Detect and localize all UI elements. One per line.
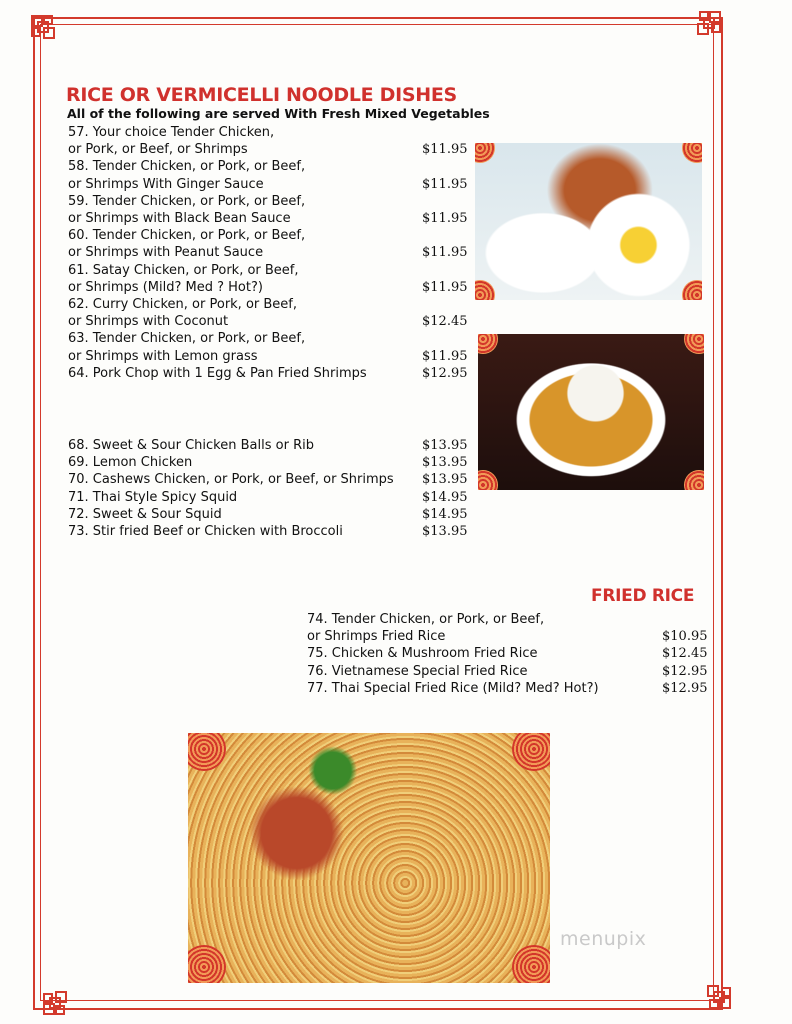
menu-item-price: $12.95 [422, 365, 468, 381]
menu-item-price: $11.95 [422, 176, 468, 192]
menu-item-description: 74. Tender Chicken, or Pork, or Beef, [307, 612, 545, 627]
menu-item-description: 71. Thai Style Spicy Squid [68, 489, 238, 505]
menu-item-description: or Shrimps (Mild? Med ? Hot?) [68, 279, 263, 295]
menu-item [68, 489, 468, 506]
menu-item-description: 70. Cashews Chicken, or Pork, or Beef, or Shrimps [68, 472, 394, 488]
corner-knot-bottom-right [694, 972, 734, 1012]
menu-item-price: $13.95 [422, 524, 468, 540]
menu-item-description: 64. Pork Chop with 1 Egg & Pan Fried Shrimps [68, 365, 367, 381]
corner-knot-top-right [684, 8, 724, 48]
menu-item-price: $12.45 [422, 314, 468, 330]
menu-item [307, 680, 708, 697]
menu-item-price: $11.95 [422, 245, 468, 261]
section-title-noodle-dishes: RICE OR VERMICELLI NOODLE DISHES [66, 84, 457, 106]
menu-item [68, 193, 468, 227]
menu-item-description: or Shrimps with Lemon grass [68, 348, 258, 364]
menu-item-price: $14.95 [422, 489, 468, 505]
menu-item-description: 68. Sweet & Sour Chicken Balls or Rib [68, 438, 314, 453]
watermark: menupix [560, 928, 647, 950]
menu-item-price: $10.95 [662, 629, 708, 645]
menu-item-description: 73. Stir fried Beef or Chicken with Broccoli [68, 524, 343, 540]
menu-item [307, 663, 708, 680]
dish-photo-rice-plate [475, 143, 702, 300]
section-title-fried-rice: FRIED RICE [591, 586, 695, 606]
menu-item-price: $12.45 [662, 646, 708, 662]
menu-item-description: 60. Tender Chicken, or Pork, or Beef, [68, 228, 306, 244]
menu-item-price: $13.95 [422, 438, 468, 453]
menu-item-price: $12.95 [662, 680, 708, 696]
menu-item-description: or Shrimps with Peanut Sauce [68, 245, 264, 261]
menu-item [68, 227, 468, 261]
menu-item-price: $11.95 [422, 279, 468, 295]
menu-item [68, 471, 468, 488]
menu-item-price: $11.95 [422, 211, 468, 227]
menu-item-description: 62. Curry Chicken, or Pork, or Beef, [68, 297, 298, 313]
menu-list-fried-rice [307, 611, 708, 697]
menu-item [68, 506, 468, 523]
dish-photo-fried-rice [188, 733, 550, 983]
menu-item-description: 59. Tender Chicken, or Pork, or Beef, [68, 193, 306, 209]
menu-item [68, 365, 468, 382]
dish-photo-curry-rice [478, 334, 704, 490]
menu-item-description: or Shrimps with Coconut [68, 314, 229, 330]
menu-item-description: 69. Lemon Chicken [68, 455, 193, 471]
menu-item-description: 63. Tender Chicken, or Pork, or Beef, [68, 331, 306, 347]
menu-list-noodle-dishes [68, 124, 468, 382]
corner-knot-bottom-left [40, 978, 80, 1018]
menu-item-price: $11.95 [422, 348, 468, 364]
menu-item-description: or Pork, or Beef, or Shrimps [68, 142, 248, 158]
menu-item [68, 124, 468, 158]
menu-item-description: 57. Your choice Tender Chicken, [68, 125, 275, 140]
menu-item [68, 437, 468, 454]
menu-item [68, 262, 468, 296]
menu-item-description: 58. Tender Chicken, or Pork, or Beef, [68, 159, 306, 175]
menu-item [68, 330, 468, 364]
menu-item-description: or Shrimps with Black Bean Sauce [68, 211, 291, 227]
menu-item-price: $11.95 [422, 142, 468, 158]
menu-item-description: or Shrimps With Ginger Sauce [68, 176, 264, 192]
menu-item [68, 158, 468, 192]
menu-list-noodle-dishes-2 [68, 437, 468, 540]
menu-item-description: 75. Chicken & Mushroom Fried Rice [307, 646, 538, 662]
menu-item-description: or Shrimps Fried Rice [307, 629, 446, 645]
menu-item-price: $13.95 [422, 455, 468, 471]
corner-knot-top-left [28, 12, 68, 52]
menu-item [68, 523, 468, 540]
menu-item-description: 77. Thai Special Fried Rice (Mild? Med? Hot?) [307, 680, 599, 696]
menu-item-price: $12.95 [662, 663, 708, 679]
menu-item-description: 76. Vietnamese Special Fried Rice [307, 663, 528, 679]
section-subtitle: All of the following are served With Fresh Mixed Vegetables [67, 106, 490, 121]
menu-item [307, 645, 708, 662]
menu-item [68, 296, 468, 330]
menu-item-price: $14.95 [422, 506, 468, 522]
menu-item-description: 61. Satay Chicken, or Pork, or Beef, [68, 262, 299, 278]
menu-item [307, 611, 708, 645]
menu-item [68, 454, 468, 471]
menu-item-price: $13.95 [422, 472, 468, 488]
menu-item-description: 72. Sweet & Sour Squid [68, 506, 222, 522]
